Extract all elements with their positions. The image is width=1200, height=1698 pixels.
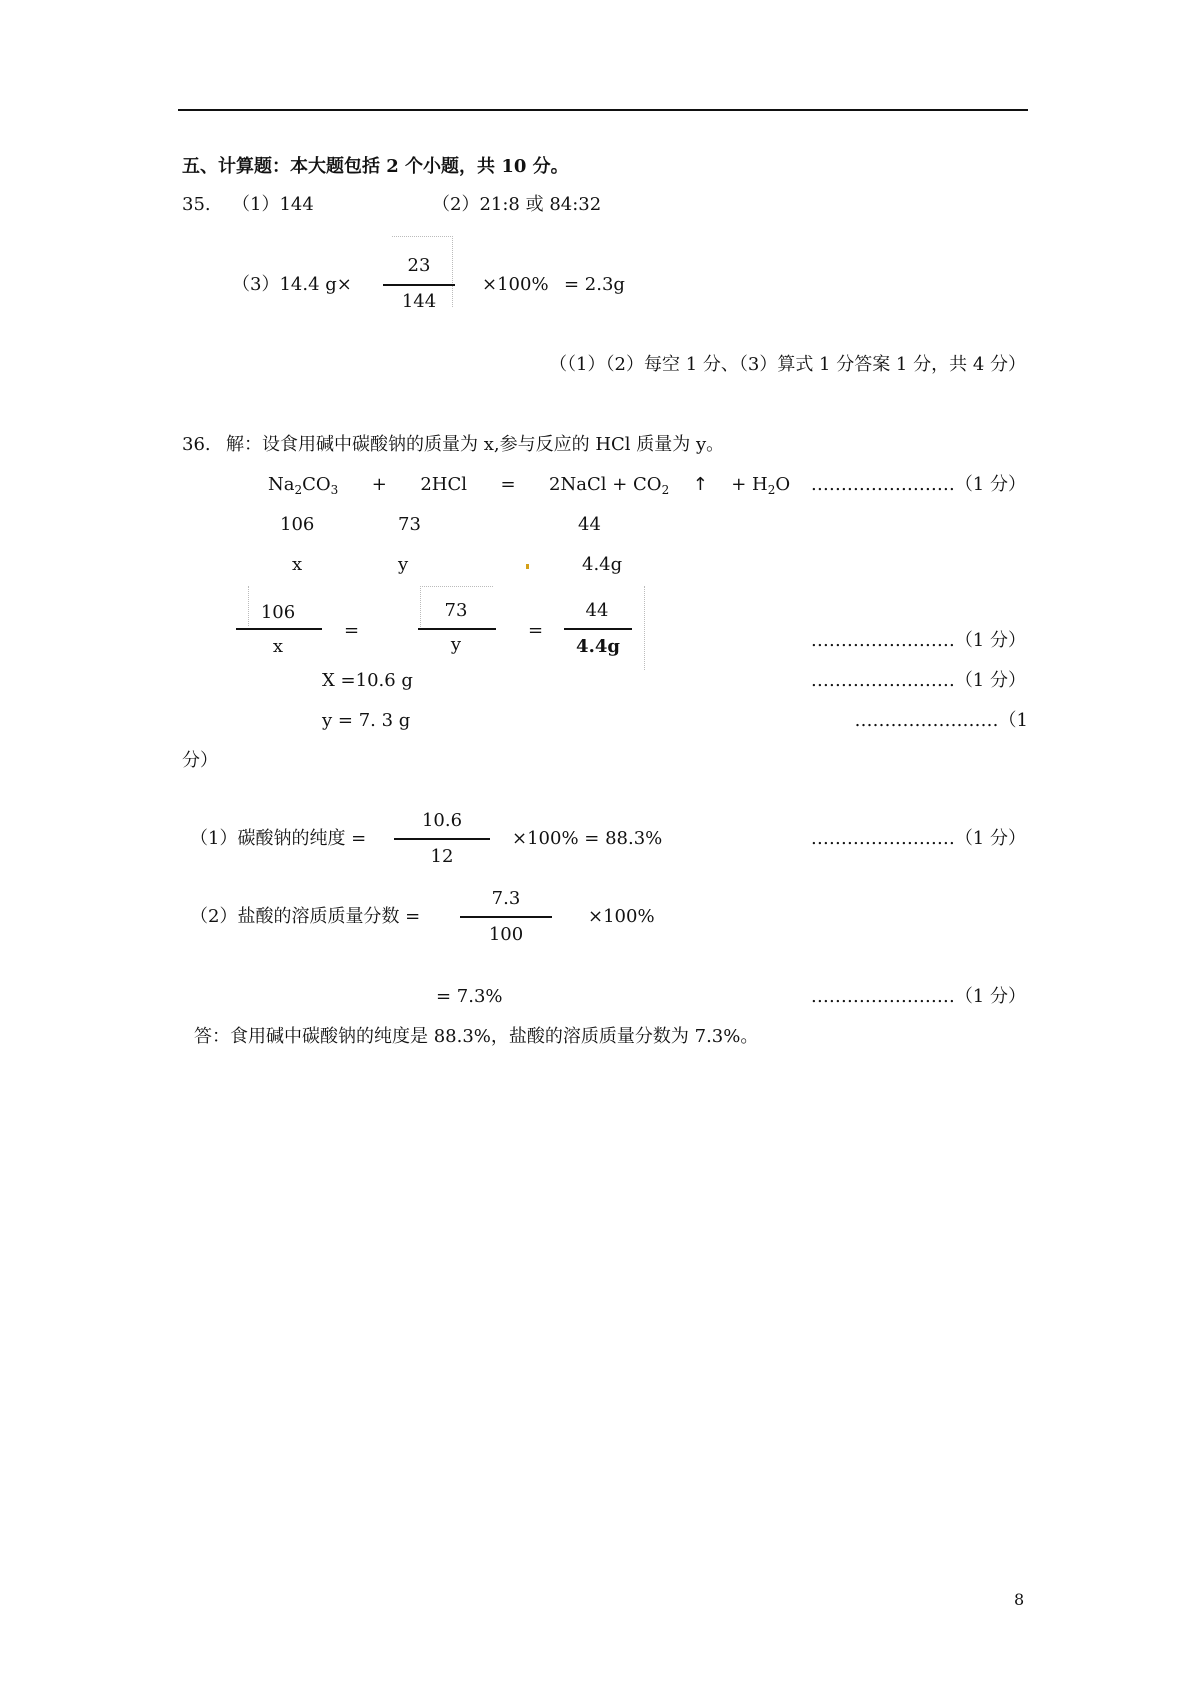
x-result: X =10.6 g: [322, 670, 413, 691]
eq-h2o-sub: 2: [767, 483, 776, 497]
fraction-result: = 7.3%: [436, 986, 503, 1007]
chem-equation: [268, 474, 791, 497]
score-eq: ……………………（1 分）: [810, 474, 1026, 495]
q35-part3-denominator: 144: [401, 291, 437, 312]
q35-fraction-bar: [383, 284, 455, 286]
q35-part3-result: = 2.3g: [564, 274, 625, 295]
q35-part3-suffix: ×100%: [482, 274, 549, 295]
section-title: 五、计算题：本大题包括 2 个小题，共 10 分。: [182, 156, 569, 177]
purity-denominator: 12: [430, 846, 454, 867]
mass-na2co3: 106: [280, 514, 315, 535]
eq-h2o-prefix: + H: [731, 474, 768, 495]
q35-part2: （2）21:8 或 84:32: [432, 194, 602, 215]
eq-plus: +: [371, 474, 387, 495]
prop-f2-num: 73: [444, 600, 468, 621]
eq-h2o-suffix: O: [775, 474, 791, 495]
eq-hcl: 2HCl: [420, 474, 468, 495]
eq-equals: =: [500, 474, 516, 495]
fraction-denominator: 100: [488, 924, 524, 945]
eq-co-sub: 3: [330, 483, 339, 497]
q35-number: 35.: [182, 194, 211, 215]
var-x: x: [292, 554, 303, 575]
q35-part1: （1）144: [232, 194, 314, 215]
eq-co: CO: [302, 474, 331, 495]
var-co2-mass: 4.4g: [582, 554, 623, 575]
score-purity: ……………………（1 分）: [810, 828, 1026, 849]
purity-result: ×100% = 88.3%: [512, 828, 663, 849]
fraction-numerator: 7.3: [491, 888, 521, 909]
prop-f1-den: x: [272, 636, 284, 657]
q35-part3-numerator: 23: [407, 255, 431, 276]
prop-eq2: =: [528, 620, 544, 641]
prop-f1-num: 106: [260, 602, 296, 623]
eq-na: Na: [268, 474, 295, 495]
var-y: y: [398, 554, 409, 575]
q35-part3-prefix: （3）14.4 g×: [232, 274, 352, 295]
prop-eq1: =: [344, 620, 360, 641]
score-y-tail: 分）: [182, 750, 218, 771]
q36-number: 36.: [182, 434, 211, 455]
score-x: ……………………（1 分）: [810, 670, 1026, 691]
eq-na-sub: 2: [294, 483, 303, 497]
q35-score-note: （（1）（2）每空 1 分、（3）算式 1 分答案 1 分，共 4 分）: [549, 354, 1026, 375]
answer-statement: 答：食用碱中碳酸钠的纯度是 88.3%，盐酸的溶质质量分数为 7.3%。: [194, 1026, 759, 1047]
purity-numerator: 10.6: [421, 810, 463, 831]
score-prop: ……………………（1 分）: [810, 630, 1026, 651]
up-arrow-icon: ↑: [692, 474, 708, 495]
fraction-label: （2）盐酸的溶质质量分数 =: [190, 906, 421, 927]
mass-hcl: 73: [398, 514, 421, 535]
eq-co2-sub: 2: [661, 483, 670, 497]
prop-f2-den: y: [450, 634, 462, 655]
q36-intro: 解：设食用碱中碳酸钠的质量为 x,参与反应的 HCl 质量为 y。: [226, 434, 725, 455]
stray-mark: [526, 564, 529, 569]
prop-f3-bar: [564, 628, 632, 630]
page-number: 8: [1014, 1590, 1025, 1609]
fraction-suffix: ×100%: [588, 906, 655, 927]
hcl-fraction-bar: [460, 916, 552, 918]
header-rule: [178, 109, 1028, 111]
prop-f1-bar: [236, 628, 322, 630]
y-result: y = 7. 3 g: [322, 710, 411, 731]
mass-co2: 44: [578, 514, 601, 535]
score-y-wrapped: ……………………（1: [854, 710, 1028, 731]
purity-label: （1）碳酸钠的纯度 =: [190, 828, 367, 849]
score-fraction: ……………………（1 分）: [810, 986, 1026, 1007]
prop-f3-den: 4.4g: [576, 636, 620, 657]
eq-nacl-co: 2NaCl + CO: [549, 474, 662, 495]
prop-f3-num: 44: [585, 600, 609, 621]
purity-fraction-bar: [394, 838, 490, 840]
prop-f2-bar: [418, 628, 496, 630]
